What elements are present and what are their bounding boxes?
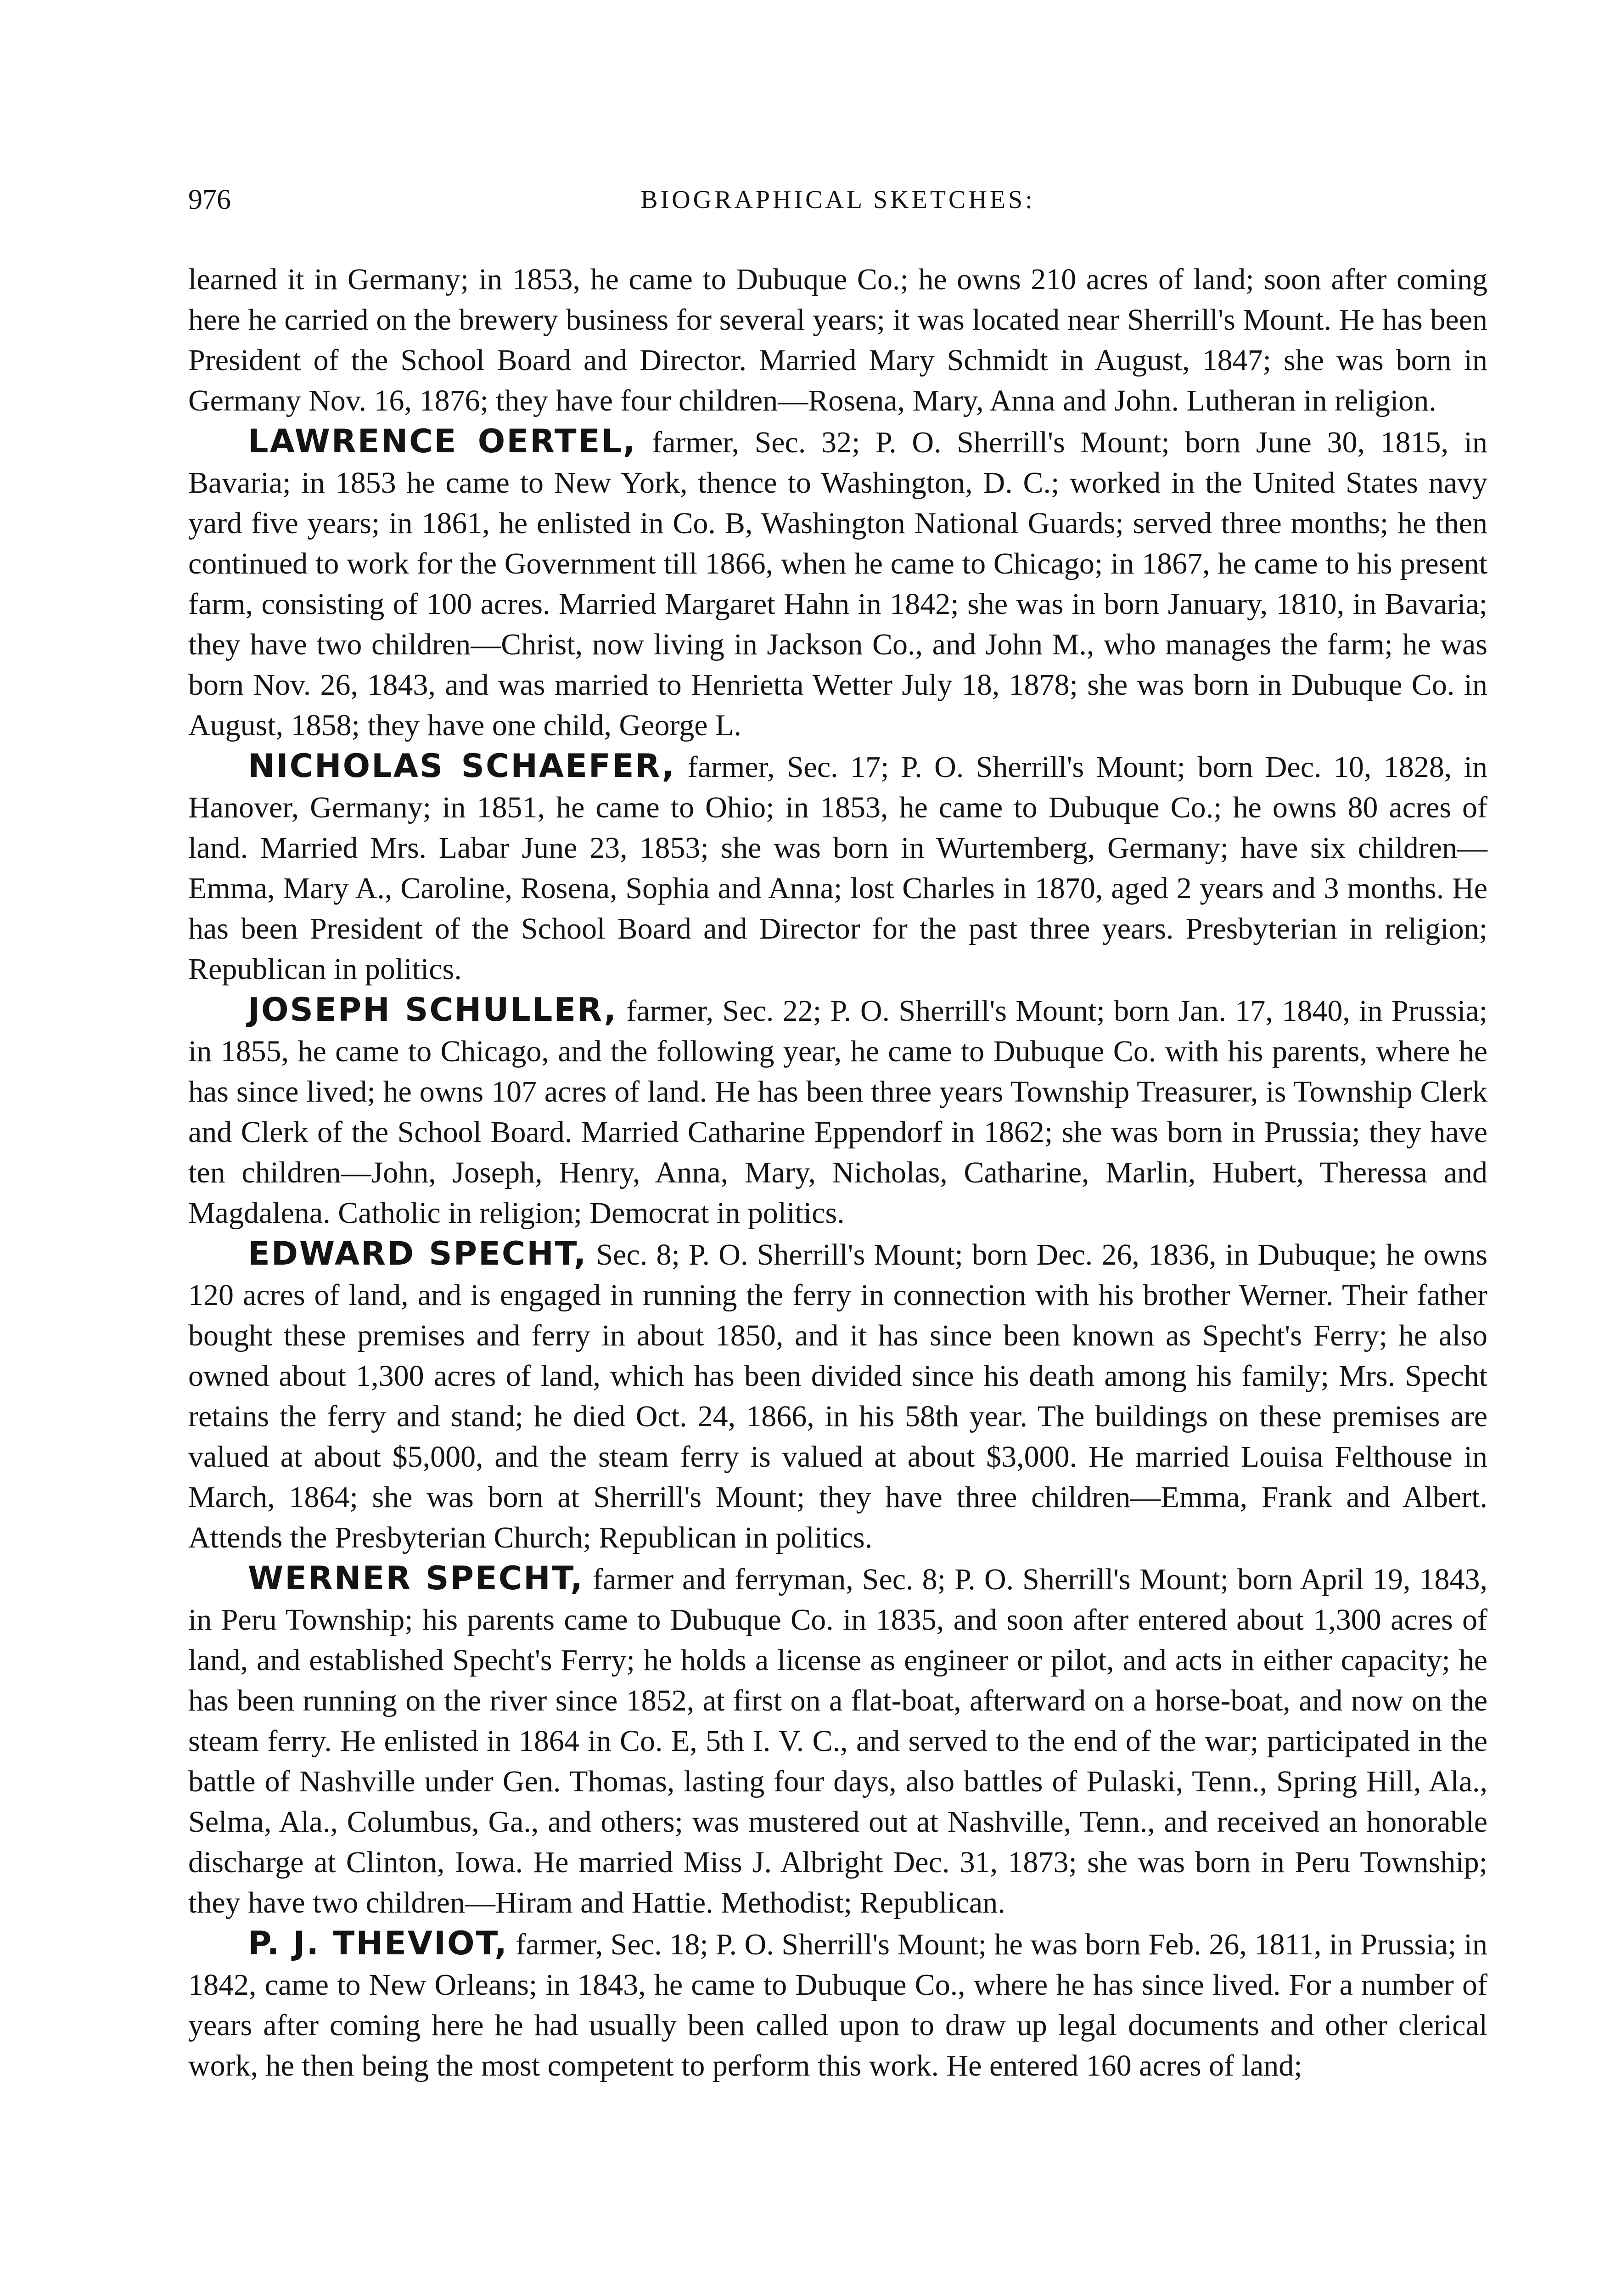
biography-entry: [188, 1233, 1487, 1558]
page-body: [188, 259, 1487, 2086]
entry-text: farmer, Sec. 22; P. O. Sherrill's Mount; born Jan. 17, 1840, in Prussia; in 1855, he came to Chicago, and the following year, he came to Dubuque Co. with his parents, where he has since lived; he owns 107 acres of land. He has been three years Township Treasurer, is Township Clerk and Clerk of the School Board. Married Catharine Eppendorf in 1862; she was born in Prussia; they have ten children—John, Joseph, Henry, Anna, Mary, Nicholas, Catharine, Marlin, Hubert, Theressa and Magdalena. Catholic in religion; Democrat in politics.: [188, 994, 1488, 1230]
entry-text: farmer, Sec. 17; P. O. Sherrill's Mount; born Dec. 10, 1828, in Hanover, Germany; in 1851, he came to Ohio; in 1853, he came to Dubuque Co.; he owns 80 acres of land. Married Mrs. Labar June 23, 1853; she was born in Wurtemberg, Germany; have six children—Emma, Mary A., Caroline, Rosena, Sophia and Anna; lost Charles in 1870, aged 2 years and 3 months. He has been President of the School Board and Director for the past three years. Presbyterian in religion; Republican in politics.: [188, 750, 1488, 986]
entry-text: farmer and ferryman, Sec. 8; P. O. Sherrill's Mount; born April 19, 1843, in Peru Township; his parents came to Dubuque Co. in 1835, and soon after entered about 1,300 acres of land, and established Specht's Ferry; he holds a license as engineer or pilot, and acts in either capacity; he has been running on the river since 1852, at first on a flat-boat, afterward on a horse-boat, and now on the steam ferry. He enlisted in 1864 in Co. E, 5th I. V. C., and served to the end of the war; participated in the battle of Nashville under Gen. Thomas, lasting four days, also battles of Pulaski, Tenn., Spring Hill, Ala., Selma, Ala., Columbus, Ga., and others; was mustered out at Nashville, Tenn., and received an honorable discharge at Clinton, Iowa. He married Miss J. Albright Dec. 31, 1873; she was born in Peru Township; they have two children—Hiram and Hattie. Methodist; Republican.: [188, 1563, 1487, 1919]
entry-name: WERNER SPECHT,: [248, 1559, 584, 1597]
entry-name: JOSEPH SCHULLER,: [248, 991, 617, 1029]
biography-entry: [188, 1923, 1487, 2086]
biography-entry: [188, 990, 1487, 1233]
page-number: 976: [188, 184, 231, 215]
running-head: BIOGRAPHICAL SKETCHES:: [640, 186, 1035, 214]
page-header: [188, 181, 1487, 218]
biography-entry: [188, 746, 1487, 990]
entry-name: NICHOLAS SCHAEFER,: [248, 747, 676, 785]
biography-entry: [188, 421, 1487, 746]
continued-paragraph: learned it in Germany; in 1853, he came to Dubuque Co.; he owns 210 acres of land; soon after coming here he carried on the brewery business for several years; it was located near Sherrill's Mount. He has been President of the School Board and Director. Married Mary Schmidt in August, 1847; she was born in Germany Nov. 16, 1876; they have four children—Rosena, Mary, Anna and John. Lutheran in religion.: [188, 263, 1487, 417]
entry-text: farmer, Sec. 32; P. O. Sherrill's Mount; born June 30, 1815, in Bavaria; in 1853 he came to New York, thence to Washington, D. C.; worked in the United States navy yard five years; in 1861, he enlisted in Co. B, Washington National Guards; served three months; he then continued to work for the Government till 1866, when he came to Chicago; in 1867, he came to his present farm, consisting of 100 acres. Married Margaret Hahn in 1842; she was in born January, 1810, in Bavaria; they have two children—Christ, now living in Jackson Co., and John M., who manages the farm; he was born Nov. 26, 1843, and was married to Henrietta Wetter July 18, 1878; she was born in Dubuque Co. in August, 1858; they have one child, George L.: [188, 426, 1487, 742]
entry-text: Sec. 8; P. O. Sherrill's Mount; born Dec. 26, 1836, in Dubuque; he owns 120 acres of land, and is engaged in running the ferry in connection with his brother Werner. Their father bought these premises and ferry in about 1850, and it has since been known as Specht's Ferry; he also owned about 1,300 acres of land, which has been divided since his death among his family; Mrs. Specht retains the ferry and stand; he died Oct. 24, 1866, in his 58th year. The buildings on these premises are valued at about $5,000, and the steam ferry is valued at about $3,000. He married Louisa Felthouse in March, 1864; she was born at Sherrill's Mount; they have three children—Emma, Frank and Albert. Attends the Presbyterian Church; Republican in politics.: [188, 1238, 1488, 1554]
biography-entry: [188, 1558, 1487, 1923]
entry-name: EDWARD SPECHT,: [248, 1235, 588, 1272]
entry-text: farmer, Sec. 18; P. O. Sherrill's Mount; he was born Feb. 26, 1811, in Prussia; in 1842, came to New Orleans; in 1843, he came to Dubuque Co., where he has since lived. For a number of years after coming here he had usually been called upon to draw up legal documents and other clerical work, he then being the most competent to perform this work. He entered 160 acres of land;: [188, 1928, 1487, 2082]
entry-name: P. J. THEVIOT,: [248, 1925, 508, 1962]
entry-name: LAWRENCE OERTEL,: [248, 422, 637, 460]
